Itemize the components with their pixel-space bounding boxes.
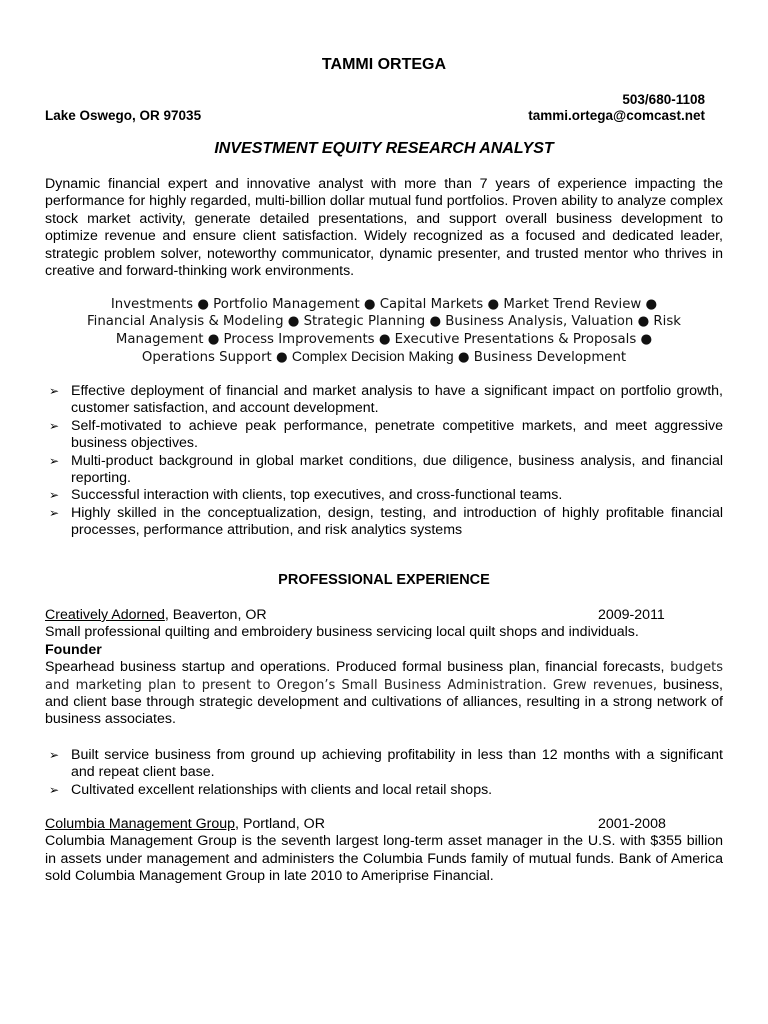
skill-item: Executive Presentations & Proposals	[394, 331, 637, 347]
company-description: Small professional quilting and embroidery business servicing local quilt shops and individuals.	[45, 624, 639, 641]
skill-item: Financial Analysis & Modeling	[87, 314, 284, 330]
job-location: Beaverton, OR	[168, 607, 267, 623]
list-item: ➢ Effective deployment of financial and market analysis to have a significant impact on portfolio growth, customer satisfaction, and account development.	[49, 383, 723, 417]
skill-item: Portfolio Management	[213, 297, 360, 312]
skill-item: Operations Support	[141, 350, 272, 366]
job-header	[45, 816, 723, 833]
list-item: ➢ Cultivated excellent relationships with clients and local retail shops.	[49, 781, 493, 798]
email-address: tammi.ortega@comcast.net	[528, 108, 705, 123]
summary-paragraph: Dynamic financial expert and innovative analyst with more than 7 years of experience impacting the performance for highly regarded, multi-billion dollar mutual fund portfolios. Proven ability to analyze complex stock market activity, generate detailed presentations, and support overall business development to optimize revenue and ensure client satisfaction. Widely recognized as a focused and dedicated leader, strategic problem solver, noteworthy communicator, dynamic presenter, and trusted mentor who thrives in creative and forward-thinking work environments.	[45, 176, 723, 280]
company-name: Columbia Management Group,	[45, 816, 239, 832]
list-item: ➢ Self-motivated to achieve peak performance, penetrate competitive markets, and meet aggressive business objectives.	[49, 417, 723, 452]
arrow-bullet-icon: ➢	[49, 418, 60, 433]
skill-item: Strategic Planning	[303, 314, 426, 330]
list-item: ➢ Built service business from ground up achieving profitability in less than 12 months with a significant and repeat client base.	[49, 747, 723, 781]
arrow-bullet-icon: ➢	[49, 453, 60, 468]
address-line	[45, 107, 705, 124]
skill-item: Risk Management	[115, 314, 681, 347]
job-years: 2001-2008	[598, 816, 666, 832]
skill-item: Investments	[110, 297, 194, 312]
skills-list: Investments ● Portfolio Management ● Capital Markets ● Market Trend Review ● Financial Analysis & Modeling ● Strategic Planning ● Business Analysis, Valuation ● Risk Management ● Process Improvements ● Executive Presentations & Proposals ● Operations Support ● Complex Decision Making ● Business Development	[87, 297, 681, 366]
job-years: 2009-2011	[598, 607, 665, 623]
job-description: Spearhead business startup and operations. Produced formal business plan, financial forecasts, budgets and marketing plan to present to Oregon’s Small Business Administration. Grew revenues, business, and client base through strategic development and cultivations of alliances, resulting in a strong network of business associates.	[45, 659, 723, 728]
job-location: Portland, OR	[239, 816, 325, 832]
skill-item: Capital Markets	[379, 297, 484, 312]
address: Lake Oswego, OR 97035	[45, 108, 202, 123]
phone-number: 503/680-1108	[622, 92, 705, 107]
skill-item: Business Development	[473, 350, 627, 366]
job-entry	[45, 607, 723, 729]
list-item: ➢ Highly skilled in the conceptualization, design, testing, and introduction of highly profitable financial processes, performance attribution, and risk analytics systems	[49, 504, 723, 539]
job-achievements-list	[45, 747, 723, 799]
job-title: INVESTMENT EQUITY RESEARCH ANALYST	[214, 140, 554, 157]
skill-item: Market Trend Review	[503, 297, 642, 312]
skill-item: Business Analysis, Valuation	[445, 314, 634, 330]
candidate-name: TAMMI ORTEGA	[321, 56, 447, 73]
arrow-bullet-icon: ➢	[49, 748, 60, 762]
company-name: Creatively Adorned	[45, 607, 165, 623]
list-item: ➢ Multi-product background in global market conditions, due diligence, business analysis, and financial reporting.	[49, 452, 723, 487]
job-header: Creatively Adorned, Beaverton, OR 2009-2011	[45, 607, 665, 623]
arrow-bullet-icon: ➢	[49, 782, 60, 797]
highlights-list	[45, 383, 723, 540]
job-role: Founder	[45, 641, 102, 658]
list-item: ➢ Successful interaction with clients, top executives, and cross-functional teams.	[49, 487, 563, 504]
arrow-bullet-icon: ➢	[49, 505, 60, 520]
arrow-bullet-icon: ➢	[49, 384, 60, 398]
job-entry	[45, 816, 723, 886]
skill-item: Process Improvements	[223, 331, 375, 347]
section-heading-experience: PROFESSIONAL EXPERIENCE	[278, 572, 490, 588]
company-description: Columbia Management Group is the seventh largest long-term asset manager in the U.S. with $355 billion in assets under management and administers the Columbia Funds family of mutual funds. Bank of America sold Columbia Management Group in late 2010 to Ameriprise Financial.	[45, 833, 723, 885]
skill-item: Complex Decision Making	[291, 348, 454, 365]
arrow-bullet-icon: ➢	[49, 488, 60, 503]
